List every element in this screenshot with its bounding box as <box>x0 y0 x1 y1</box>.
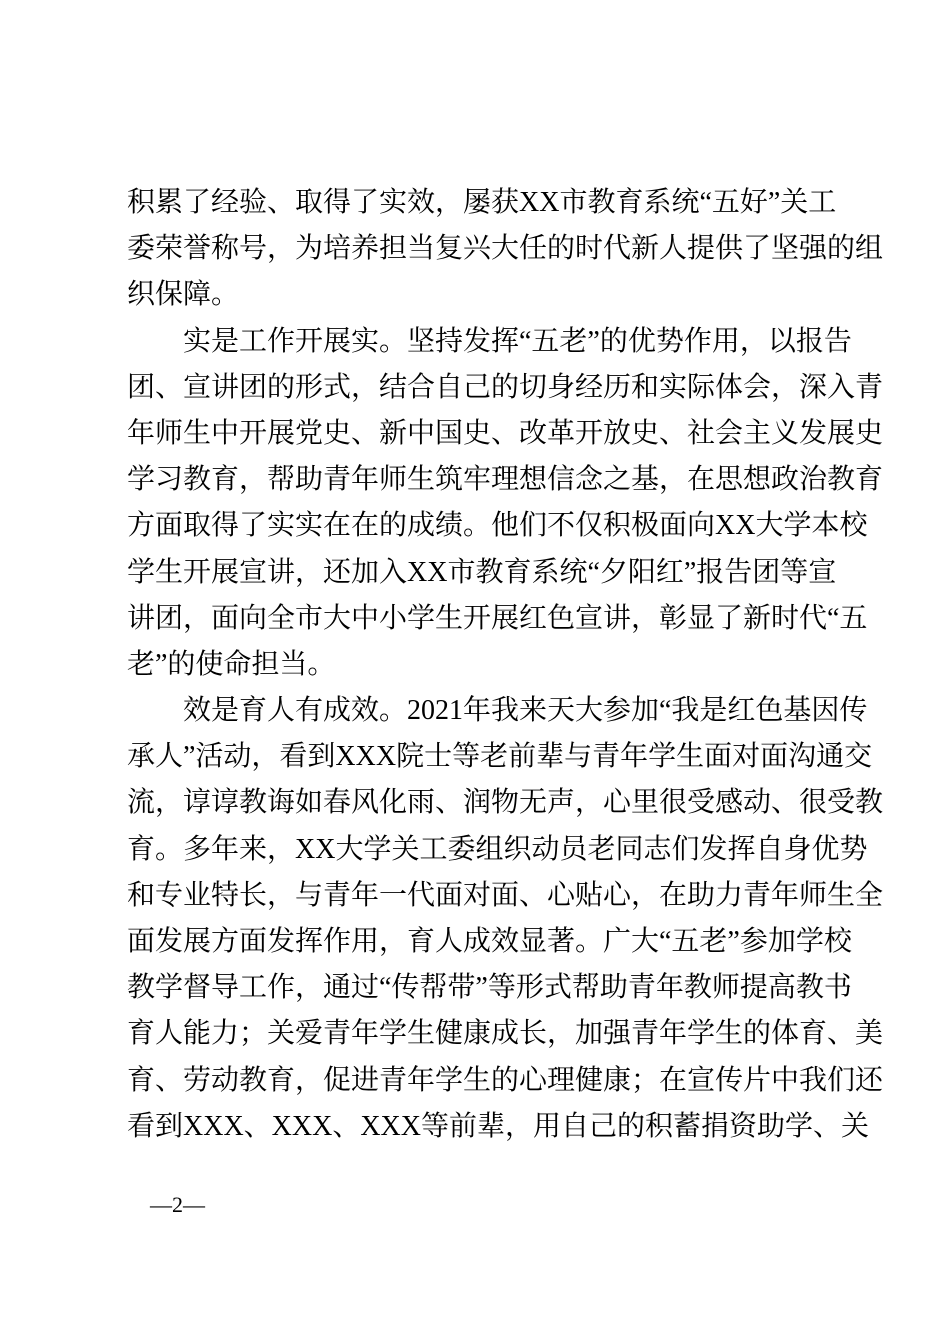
text-line: 教学督导工作，通过“传帮带”等形式帮助青年教师提高教书 <box>127 972 852 1004</box>
text-line: 织保障。 <box>127 279 240 311</box>
text-line: 团、宣讲团的形式，结合自己的切身经历和实际体会，深入青 <box>127 371 884 403</box>
text-line: 看到XXX、XXX、XXX等前辈，用自己的积蓄捐资助学、关 <box>127 1110 869 1142</box>
text-line: 积累了经验、取得了实效，屡获XX市教育系统“五好”关工 <box>127 187 837 218</box>
text-line: 流，谆谆教诲如春风化雨、润物无声，心里很受感动、很受教 <box>127 787 884 819</box>
text-line: 学生开展宣讲，还加入XX市教育系统“夕阳红”报告团等宣 <box>127 556 837 588</box>
paragraph <box>127 180 884 319</box>
text-line: 年师生中开展党史、新中国史、改革开放史、社会主义发展史 <box>127 417 884 449</box>
text-line: 面发展方面发挥作用，育人成效显著。广大“五老”参加学校 <box>127 926 852 957</box>
text-line: 承人”活动，看到XXX院士等老前辈与青年学生面对面沟通交 <box>127 741 873 773</box>
text-line: 实是工作开展实。坚持发挥“五老”的优势作用，以报告 <box>183 325 852 357</box>
paragraph <box>127 319 884 689</box>
text-line: 委荣誉称号，为培养担当复兴大任的时代新人提供了坚强的组 <box>127 233 884 265</box>
text-line: 和专业特长，与青年一代面对面、心贴心，在助力青年师生全 <box>127 879 884 911</box>
page-number: —2— <box>150 1192 205 1217</box>
text-line: 育。多年来，XX大学关工委组织动员老同志们发挥自身优势 <box>127 833 868 865</box>
paragraph <box>127 688 884 1150</box>
text-line: 学习教育，帮助青年师生筑牢理想信念之基，在思想政治教育 <box>127 464 884 496</box>
text-line: 方面取得了实实在在的成绩。他们不仅积极面向XX大学本校 <box>127 510 868 542</box>
text-line: 育人能力；关爱青年学生健康成长，加强青年学生的体育、美 <box>127 1018 884 1050</box>
text-line: 效是育人有成效。2021年我来天大参加“我是红色基因传 <box>183 695 868 727</box>
document-body <box>127 180 884 1150</box>
text-line: 育、劳动教育，促进青年学生的心理健康；在宣传片中我们还 <box>127 1064 884 1096</box>
text-line: 讲团，面向全市大中小学生开展红色宣讲，彰显了新时代“五 <box>127 602 868 634</box>
text-line: 老”的使命担当。 <box>127 648 336 680</box>
